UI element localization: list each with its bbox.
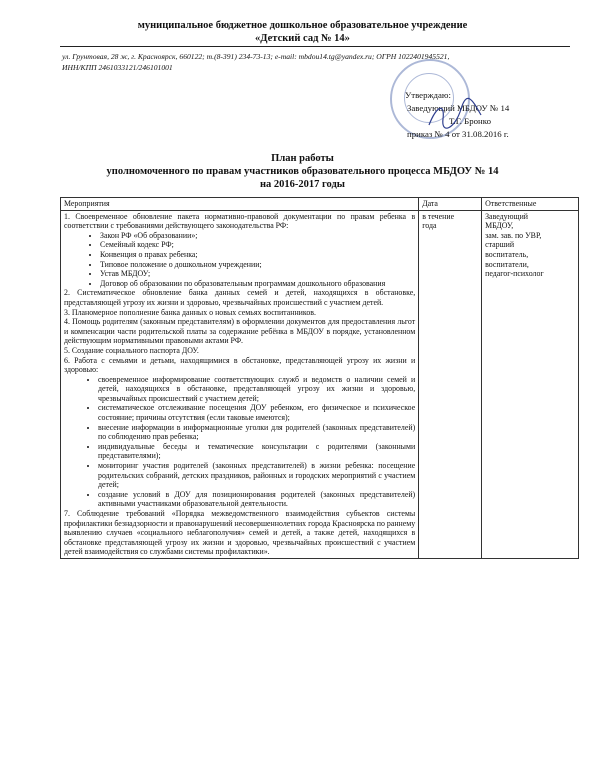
- address-line2: ИНН/КПП 2461033121/246101001: [62, 63, 173, 72]
- responsible-line: воспитатель,: [485, 249, 529, 259]
- responsible-line: МБДОУ,: [485, 221, 514, 231]
- list-item: • индивидуальные беседы и тематические консультации с родителями (законными представителями);: [98, 442, 415, 461]
- responsible-line: Заведующий: [485, 211, 529, 221]
- org-name-line2: «Детский сад № 14»: [255, 33, 350, 44]
- doc-title-line1: План работы: [271, 153, 334, 164]
- org-name-line1: муниципальное бюджетное дошкольное образовательное учреждение: [137, 20, 468, 31]
- item-7: 7. Соблюдение требований «Порядка межведомственного взаимодействия субъектов системы профилактики безнадзорности и правонарушений несовершеннолетних города Красноярска по раннему выявлению случаев «социального неблагополучия» семей и детей, а также детей, находящихся в обстановке представляющей угрозу их жизни и здоровью, чрезвычайных происшествий с участием детей взаимодействия со службами системы профилактики».: [64, 509, 416, 557]
- doc-title-line2: уполномоченного по правам участников образовательного процесса МБДОУ № 14: [106, 166, 499, 177]
- item-4: 4. Помощь родителям (законным представителям) в оформлении документов для предоставления льгот и компенсации части родительской платы за содержание ребёнка в МБДОУ в порядке, установленном действующим нормативными правовыми актами РФ.: [64, 317, 416, 346]
- list-item: • Закон РФ «Об образовании»;: [100, 231, 415, 241]
- item-5: 5. Создание социального паспорта ДОУ.: [64, 345, 199, 355]
- item-2: 2. Систематическое обновление банка данных семей и детей, находящихся в обстановке, представляющей угрозу их жизни и здоровью, чрезвычайных происшествий с участием детей.: [64, 288, 416, 307]
- doc-title-line3: на 2016-2017 годы: [259, 179, 345, 190]
- table-row: [61, 210, 579, 558]
- header-activities: Мероприятия: [61, 198, 419, 211]
- signature-icon: [425, 95, 485, 135]
- date-line1: в течение: [422, 211, 455, 221]
- responsible-line: воспитатели,: [485, 259, 529, 269]
- approval-line1: Утверждаю:: [405, 90, 451, 100]
- table-header-row: [61, 198, 579, 211]
- list-item: • своевременное информирование соответствующих служб и ведомств о наличии семей и детей, находящихся в обстановке, представляющей угрозу их жизни и здоровью, чрезвычайных происшествий с участием детей;: [98, 375, 415, 404]
- date-line2: года: [422, 221, 437, 231]
- approval-line4: приказ № 4 от 31.08.2016 г.: [407, 129, 509, 139]
- list-item: • создание условий в ДОУ для позиционирования родителей (законных представителей) активными участниками образовательной деятельности.: [98, 490, 415, 509]
- item-1-list: [64, 231, 415, 289]
- list-item: • Типовое положение о дошкольном учреждении;: [100, 260, 415, 270]
- approval-line2: Заведующий МБДОУ № 14: [407, 103, 510, 113]
- item-3: 3. Планомерное пополнение банка данных о новых семьях воспитанников.: [64, 307, 316, 317]
- date-cell: [419, 210, 482, 558]
- list-item: • систематическое отслеживание посещения ДОУ ребенком, его физическое и психическое состояние; причины отсутствия (если таковые имеются);: [98, 403, 415, 422]
- plan-table: [60, 197, 579, 559]
- list-item: • Договор об образовании по образовательным программам дошкольного образования: [100, 279, 415, 289]
- responsible-cell: [482, 210, 579, 558]
- responsible-line: старший: [485, 240, 515, 250]
- address-line1: ул. Грунтовая, 28 ж, г. Красноярск, 660122; т.(8-391) 234-73-13; e-mail: mbdou14.tg@yandex.ru; ОГРН 1022401945521,: [62, 52, 450, 61]
- list-item: • Семейный кодекс РФ;: [100, 240, 415, 250]
- header-responsible: Ответственные: [482, 198, 579, 211]
- item-6: 6. Работа с семьями и детьми, находящимися в обстановке, представляющей угрозу их жизни и здоровью:: [64, 355, 416, 375]
- item-1: 1. Своевременное обновление пакета нормативно-правовой документации по правам ребенка в соответствии с требованиями действующего законодательства РФ:: [64, 211, 416, 231]
- responsible-line: педагог-психолог: [485, 269, 544, 279]
- org-address: [62, 51, 562, 73]
- list-item: • мониторинг участия родителей (законных представителей) в жизни ребенка: посещение родительских собраний, детских праздников, районных и городских мероприятий с участием детей;: [98, 461, 415, 490]
- item-6-list: [64, 375, 415, 509]
- activities-cell: [61, 210, 419, 558]
- approval-line3: Т.Г. Бронко: [449, 116, 491, 126]
- responsible-line: зам. зав. по УВР,: [485, 230, 542, 240]
- list-item: • Устав МБДОУ;: [100, 269, 415, 279]
- list-item: • внесение информации в информационные уголки для родителей (законных представителей) по соблюдению прав ребенка;: [98, 423, 415, 442]
- list-item: • Конвенция о правах ребенка;: [100, 250, 415, 260]
- header-date: Дата: [419, 198, 482, 211]
- header-rule: [60, 46, 570, 47]
